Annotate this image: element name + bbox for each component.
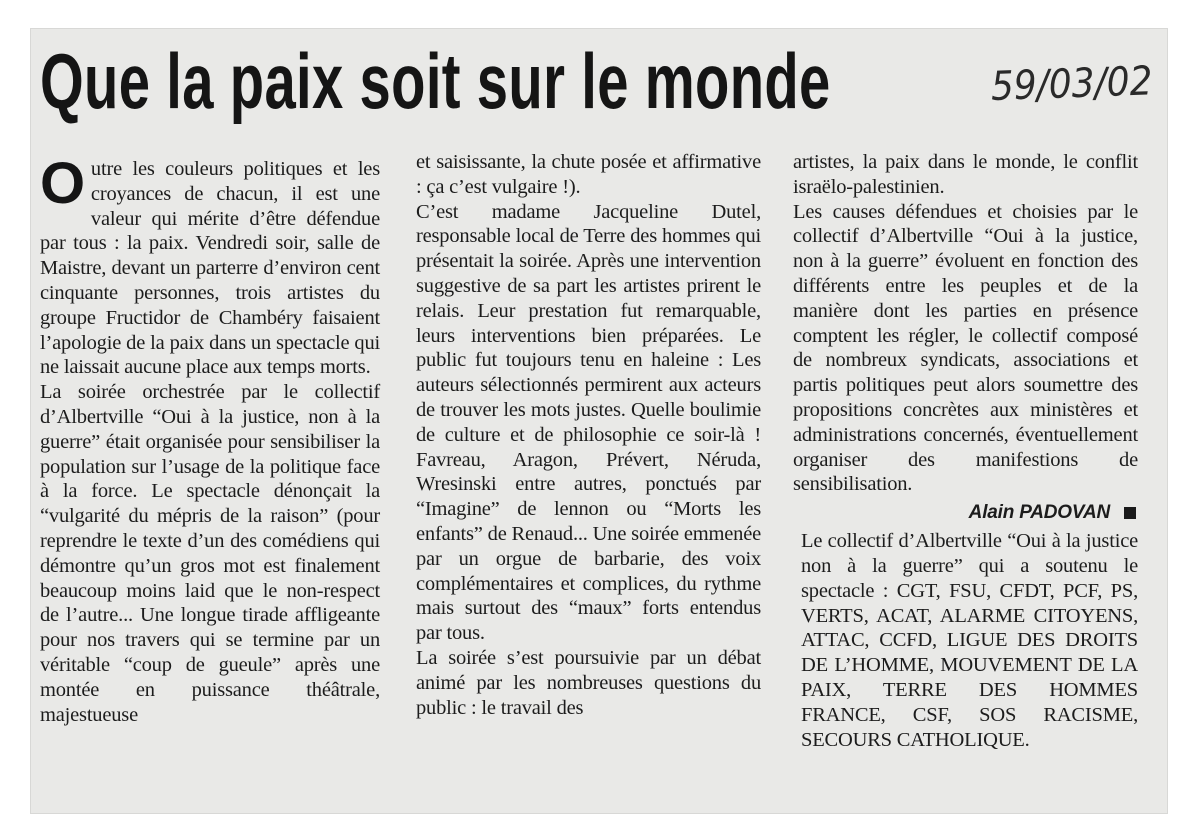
- author-byline: [793, 499, 1138, 527]
- paragraph: artistes, la paix dans le monde, le conflit israëlo-palestinien.: [793, 151, 1138, 198]
- paragraph: C’est madame Jacqueline Dutel, responsable local de Terre des hommes qui présentait la soirée. Après une intervention suggestive de sa part les artistes prirent le relais. Leur prestation fut remarquable, leurs interventions bien préparées. Le public fut toujours tenu en haleine : Les auteurs sélectionnés permirent aux acteurs de trouver les mots justes. Quelle boulimie de culture et de philosophie ce soir-là ! Favreau, Aragon, Prévert, Néruda, Wresinski entre autres, ponctués par “Imagine” de lennon ou “Morts les enfants” de Renaud... Une soirée emmenée par un orgue de barbarie, des voix complémentaires et complices, du rythme mais surtout des “maux” forts entendus par tous.: [416, 200, 761, 645]
- supporters-box: [801, 529, 1138, 752]
- paragraph: La soirée s’est poursuivie par un débat animé par les nombreuses questions du public : le travail des: [416, 646, 761, 719]
- paragraph: [40, 151, 380, 380]
- author-name: Alain PADOVAN: [968, 502, 1110, 524]
- handwritten-date: 59/03/02: [990, 58, 1154, 110]
- paragraph-text: utre les couleurs politiques et les croyances de chacun, il est une valeur qui mérite d’être défendue par tous : la paix. Vendredi soir, salle de Maistre, devant un parterre d’environ cent cinquante personnes, trois artistes du groupe Fructidor de Chambéry faisaient l’apologie de la paix dans un spectacle qui ne laissait aucune place aux temps morts.: [40, 158, 380, 379]
- article-column-2: [416, 150, 761, 720]
- supporters-text: Le collectif d’Albertville “Oui à la justice non à la guerre” qui a soutenu le spectacle : CGT, FSU, CFDT, PCF, PS, VERTS, ACAT, ALARME CITOYENS, ATTAC, CCFD, LIGUE DES DROITS DE L’HOMME, MOUVEMENT DE LA PAIX, TERRE DES HOMMES FRANCE, CSF, SOS RACISME, SECOURS CATHOLIQUE.: [801, 530, 1138, 751]
- headline: Que la paix soit sur le monde: [40, 37, 831, 125]
- article-column-1: [40, 151, 380, 727]
- end-mark-square-icon: [1124, 507, 1136, 519]
- paragraph: et saisissante, la chute posée et affirmative : ça c’est vulgaire !).: [416, 151, 761, 198]
- paragraph: La soirée orchestrée par le collectif d’Albertville “Oui à la justice, non à la guerre” était organisée pour sensibiliser la population sur l’usage de la politique face à la force. Le spectacle dénonçait la “vulgarité du mépris de la raison” (pour reprendre le texte d’un des comédiens qui démontre qu’un gros mot est finalement beaucoup moins laid que le non-respect de l’autre... Une longue tirade affligeante pour nos travers qui se termine par un véritable “coup de gueule” après une montée en puissance théâtrale, majestueuse: [40, 381, 380, 726]
- drop-cap: O: [40, 151, 85, 216]
- article-column-3: [793, 150, 1138, 752]
- paragraph: Les causes défendues et choisies par le collectif d’Albertville “Oui à la justice, non à la guerre” évoluent en fonction des différents entre les peuples et de la manière dont les parties en présence comptent les régler, le collectif composé de nombreux syndicats, associations et partis politiques peut alors soumettre des propositions concrètes aux ministères et administrations concernés, éventuellement organiser des manifestions de sensibilisation.: [793, 200, 1138, 496]
